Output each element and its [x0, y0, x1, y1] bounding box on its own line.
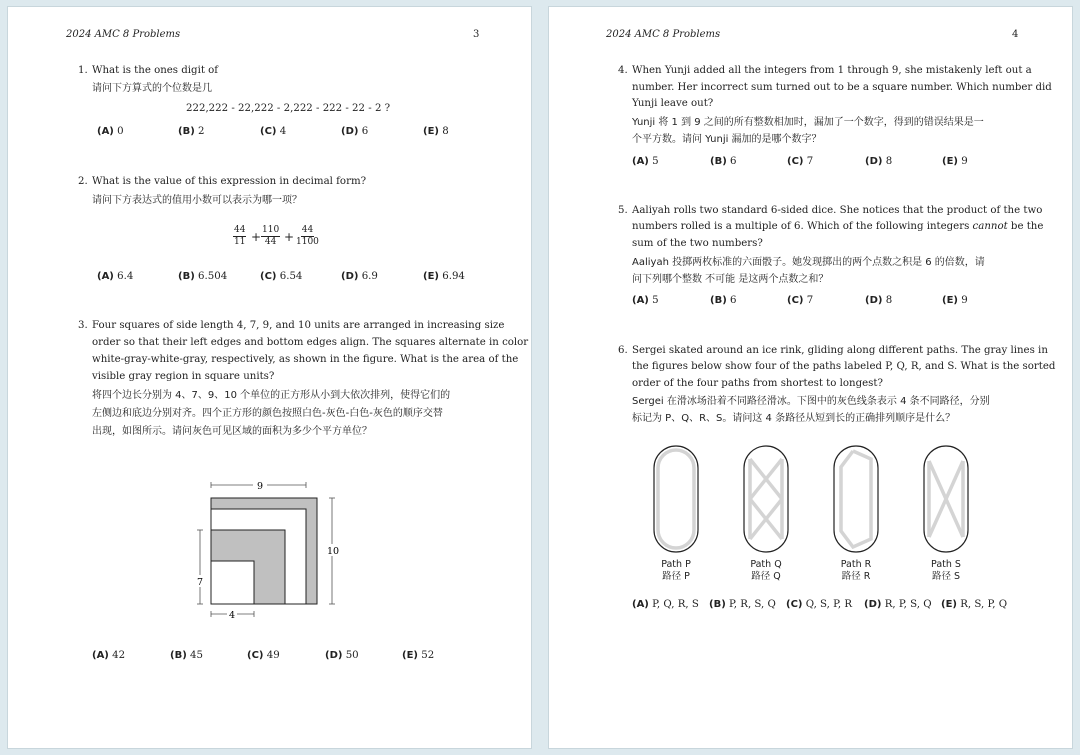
q2-text-en: What is the value of this expression in decimal form?	[92, 176, 367, 187]
answer-choice[interactable]: (D) 50	[325, 650, 359, 661]
q5-text-cn-line: Aaliyah 投掷两枚标准的六面骰子。她发现掷出的两个点数之积是 6 的倍数，请	[632, 257, 985, 268]
path-s-figure	[923, 445, 969, 555]
answer-choice[interactable]: (B) 2	[178, 126, 205, 137]
answer-choice[interactable]: (A) 42	[92, 650, 126, 661]
page-number: 3	[473, 29, 480, 40]
path-p-label: Path P 路径 P	[661, 559, 691, 582]
plus-sign: +	[251, 230, 262, 244]
q4-number: 4.	[618, 65, 628, 76]
answer-choice[interactable]: (D) 6.9	[341, 271, 378, 282]
path-r-label: Path R 路径 R	[840, 559, 872, 582]
q1-text-cn: 请问下方算式的个位数是几	[92, 83, 212, 94]
answer-choice[interactable]: (D) 8	[865, 156, 893, 167]
q5-number: 5.	[618, 205, 628, 216]
q3-text-cn-line: 出现，如图所示。请问灰色可见区域的面积为多少个平方单位？	[92, 426, 372, 437]
answer-choice[interactable]: (C) 7	[787, 295, 814, 306]
q1-number: 1.	[78, 65, 88, 76]
plus-sign: +	[284, 230, 295, 244]
answer-choice[interactable]: (D) R, P, S, Q	[864, 599, 932, 610]
q3-text-en-line: order so that their left edges and bottom edges align. The squares alternate in color	[92, 337, 529, 348]
page-3	[7, 6, 532, 749]
q5-text-cn-line: 问下列哪个整数 不可能 是这两个点数之和？	[632, 274, 829, 285]
label-10: 10	[326, 546, 340, 557]
answer-choice[interactable]: (E) 9	[942, 295, 968, 306]
answer-choice[interactable]: (C) 6.54	[260, 271, 303, 282]
answer-choice[interactable]: (A) 0	[97, 126, 124, 137]
answer-choice[interactable]: (B) 45	[170, 650, 203, 661]
q3-number: 3.	[78, 320, 88, 331]
path-q-label: Path Q 路径 Q	[750, 559, 782, 582]
answer-choice[interactable]: (A) 6.4	[97, 271, 134, 282]
answer-choice[interactable]: (C) Q, S, P, R	[786, 599, 853, 610]
q4-text-en-line: Yunji leave out?	[632, 98, 714, 109]
answer-choice[interactable]: (B) P, R, S, Q	[709, 599, 776, 610]
q4-text-en-line: When Yunji added all the integers from 1 through 9, she mistakenly left out a	[632, 65, 1032, 76]
answer-choice[interactable]: (D) 8	[865, 295, 893, 306]
q4-text-cn-line: 个平方数。请问 Yunji 漏加的是哪个数字？	[632, 134, 822, 145]
answer-choice[interactable]: (E) 52	[402, 650, 435, 661]
q4-text-en-line: number. Her incorrect sum turned out to be a square number. Which number did	[632, 82, 1052, 93]
fraction: $\frac{110}{44}$	[262, 225, 280, 247]
q3-text-en-line: visible gray region in square units?	[92, 371, 275, 382]
answer-choice[interactable]: (C) 4	[260, 126, 287, 137]
answer-choice[interactable]: (E) 9	[942, 156, 968, 167]
q6-text-cn-line: 标记为 P、Q、R、S。请问这 4 条路径从短到长的正确排列顺序是什么？	[632, 413, 956, 424]
q1-expression: 222,222 - 22,222 - 2,222 - 222 - 22 - 2 ?	[186, 103, 391, 114]
q3-text-cn-line: 左侧边和底边分别对齐。四个正方形的颜色按照白色-灰色-白色-灰色的顺序交替	[92, 408, 443, 419]
answer-choice[interactable]: (C) 7	[787, 156, 814, 167]
q6-text-en-line: Sergei skated around an ice rink, gliding along different paths. The gray lines in	[632, 345, 1048, 356]
answer-choice[interactable]: (A) 5	[632, 295, 659, 306]
answer-choice[interactable]: (B) 6	[710, 295, 737, 306]
q2-number: 2.	[78, 176, 88, 187]
q3-text-en-line: white-gray-white-gray, respectively, as shown in the figure. What is the area of the	[92, 354, 519, 365]
page-number: 4	[1012, 29, 1019, 40]
path-p-figure	[653, 445, 699, 555]
answer-choice[interactable]: (D) 6	[341, 126, 369, 137]
path-q-figure	[743, 445, 789, 555]
answer-choice[interactable]: (A) P, Q, R, S	[632, 599, 699, 610]
answer-choice[interactable]: (B) 6	[710, 156, 737, 167]
answer-choice[interactable]: (E) 8	[423, 126, 449, 137]
fraction: $\frac{44}{1100}$	[296, 225, 319, 247]
label-4: 4	[228, 610, 236, 621]
running-header: 2024 AMC 8 Problems	[66, 29, 181, 40]
q6-number: 6.	[618, 345, 628, 356]
q6-text-en-line: order of the four paths from shortest to longest?	[632, 378, 883, 389]
q6-text-en-line: the figures below show four of the paths labeled P, Q, R, and S. What is the sorted	[632, 361, 1056, 372]
square-4	[211, 561, 254, 604]
q5-text-en-line: Aaliyah rolls two standard 6-sided dice. She notices that the product of the two	[632, 205, 1043, 216]
q5-text-en-line: numbers rolled is a multiple of 6. Which of the following integers cannot be the	[632, 221, 1044, 232]
label-7: 7	[196, 577, 204, 588]
answer-choice[interactable]: (B) 6.504	[178, 271, 228, 282]
answer-choice[interactable]: (C) 49	[247, 650, 280, 661]
q3-text-en-line: Four squares of side length 4, 7, 9, and 10 units are arranged in increasing size	[92, 320, 505, 331]
q2-text-cn: 请问下方表达式的值用小数可以表示为哪一项？	[92, 195, 302, 206]
running-header: 2024 AMC 8 Problems	[606, 29, 721, 40]
q3-squares-figure	[193, 472, 343, 621]
answer-choice[interactable]: (E) R, S, P, Q	[941, 599, 1008, 610]
path-s-label: Path S 路径 S	[931, 559, 961, 582]
path-r-figure	[833, 445, 879, 555]
fraction: $\frac{44}{11}$	[234, 225, 246, 247]
page-4	[548, 6, 1073, 749]
q5-text-en-line: sum of the two numbers?	[632, 238, 763, 249]
q1-text-en: What is the ones digit of	[92, 65, 219, 76]
q6-text-cn-line: Sergei 在滑冰场沿着不同路径滑冰。下图中的灰色线条表示 4 条不同路径，分别	[632, 396, 990, 407]
answer-choice[interactable]: (E) 6.94	[423, 271, 465, 282]
label-9: 9	[256, 481, 264, 492]
q4-text-cn-line: Yunji 将 1 到 9 之间的所有整数相加时，漏加了一个数字，得到的错误结果是一	[632, 117, 984, 128]
answer-choice[interactable]: (A) 5	[632, 156, 659, 167]
q3-text-cn-line: 将四个边长分别为 4、7、9、10 个单位的正方形从小到大依次排列，使得它们的	[92, 390, 451, 401]
